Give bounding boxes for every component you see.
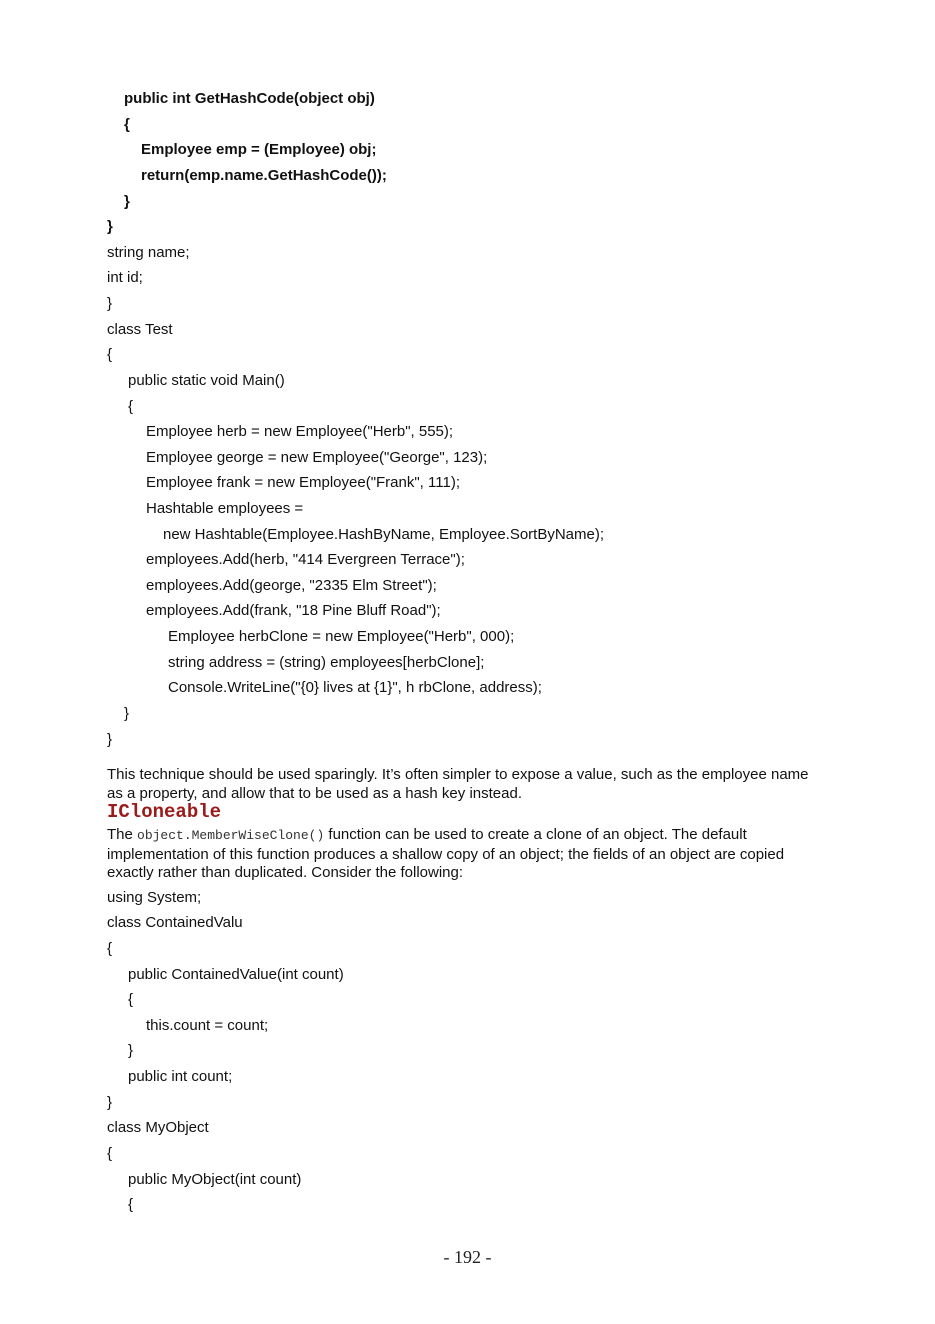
code-line: return(emp.name.GetHashCode()); [141,167,387,184]
code-line: { [128,1196,134,1213]
code-line: this.count = count; [146,1017,269,1034]
code-line: public static void Main() [128,372,285,389]
code-line: public ContainedValue(int count) [128,966,344,983]
code-line: string name; [107,244,190,261]
code-line: Employee george = new Employee("George", 123); [146,449,488,466]
paragraph-prefix: The [107,826,138,843]
code-line: } [107,218,113,235]
paragraph-suffix: function can be used to create a clone of an object. The default implementation of this function produces a shallow copy of an object; the fields of an object are copied exactly rather than duplicated. Consider the following: [107,826,785,881]
code-line: public MyObject(int count) [128,1171,302,1188]
code-line: employees.Add(herb, "414 Evergreen Terrace"); [146,551,465,568]
code-line: class MyObject [107,1119,209,1136]
code-line: employees.Add(frank, "18 Pine Bluff Road"); [146,602,441,619]
inline-code: object.MemberWiseClone() [137,828,325,843]
code-line: using System; [107,889,202,906]
code-line: { [107,940,113,957]
code-line: } [107,1094,113,1111]
page-number: - 192 - [443,1247,492,1267]
code-line: Employee herbClone = new Employee("Herb", 000); [168,628,515,645]
code-line: { [128,398,134,415]
code-line: public int GetHashCode(object obj) [124,90,375,107]
code-line: Employee herb = new Employee("Herb", 555); [146,423,454,440]
code-line: { [124,116,130,133]
code-line: Employee frank = new Employee("Frank", 111); [146,474,460,491]
code-line: } [128,1042,134,1059]
code-line: { [107,1145,113,1162]
code-line: } [107,731,113,748]
code-line: int id; [107,269,143,286]
code-line: } [107,295,113,312]
code-line: Console.WriteLine("{0} lives at {1}", h rbClone, address); [168,679,542,696]
code-line: Employee emp = (Employee) obj; [141,141,377,158]
code-line: } [124,705,130,722]
code-line: string address = (string) employees[herbClone]; [168,654,485,671]
code-line: public int count; [128,1068,233,1085]
code-line: Hashtable employees = [146,500,304,517]
code-line: { [107,346,113,363]
code-line: class Test [107,321,173,338]
body-paragraph: This technique should be used sparingly. It’s often simpler to expose a value, such as the employee name as a property, and allow that to be used as a hash key instead. [107,766,809,802]
section-heading: ICloneable [107,801,222,823]
code-line: new Hashtable(Employee.HashByName, Employee.SortByName); [163,526,605,543]
code-line: class ContainedValu [107,914,243,931]
code-line: employees.Add(george, "2335 Elm Street"); [146,577,437,594]
code-line: } [124,193,130,210]
body-paragraph-clone [107,826,827,883]
code-line: { [128,991,134,1008]
